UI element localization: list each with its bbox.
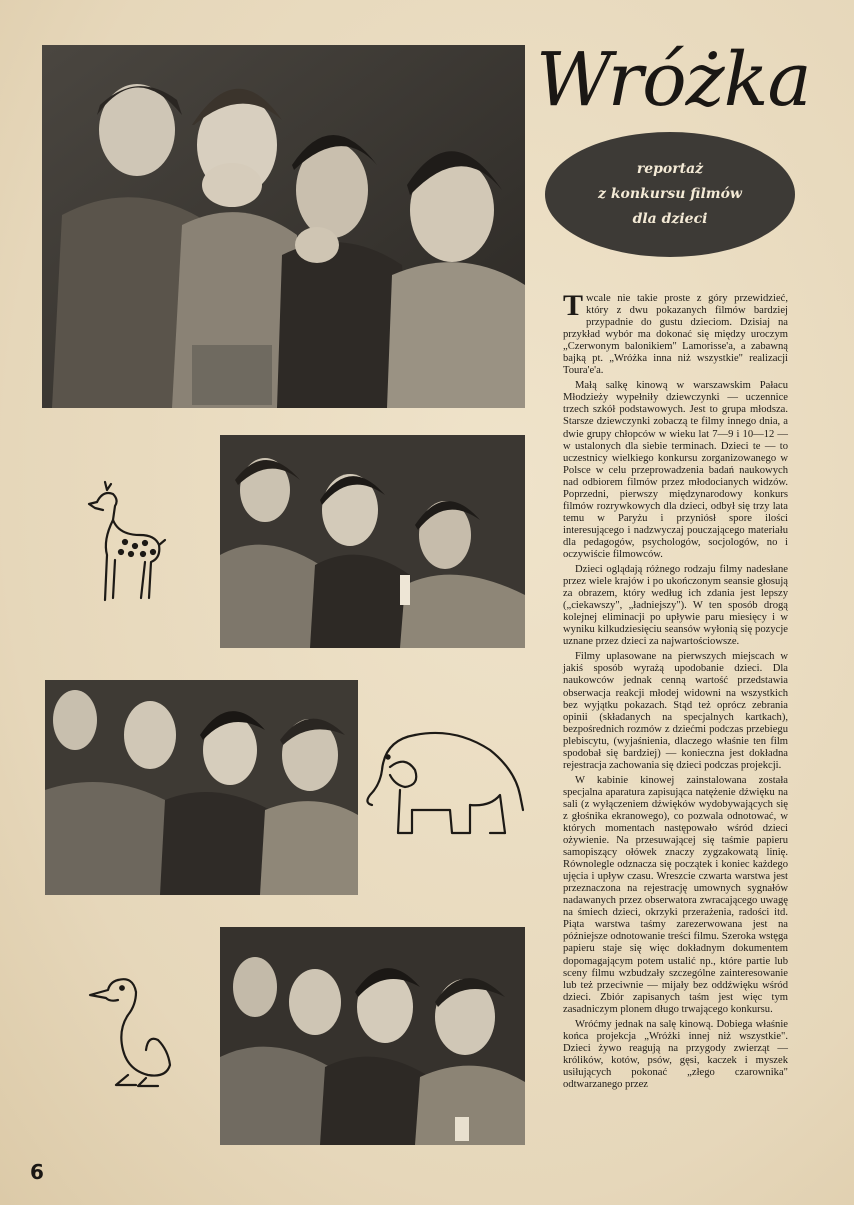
paragraph-1: Twcale nie takie proste z góry przewidzieć, który z dwu pokazanych filmów bardziej przypadnie do gustu dzieciom. Dzisiaj na przykład wybór ma dokonać się między uroczym „Czerwonym balonikiem" Lamorisse'a, a zabawną bajką pt. „Wróżka inna niż wszystkie" realizacji Toura'e'a.: [563, 289, 788, 377]
article-body: [563, 289, 788, 1155]
article-title: Wróżka: [536, 37, 811, 123]
elephant-drawing: [360, 725, 525, 840]
duck-drawing: [88, 970, 173, 1090]
subtitle-oval: [545, 132, 795, 257]
paragraph-6: Wróćmy jednak na salę kinową. Dobiega właśnie końca projekcja „Wróżki innej niż wszystkie". Dzieci żywo reagują na przygody zwierząt — królików, kotów, psów, gęsi, kaczek i myszek usiłujących pokonać „złego czarownika" odtwarzanego przez: [563, 1018, 788, 1090]
photo-girls-third: [45, 680, 358, 895]
subtitle-line-1: reportaż: [636, 161, 704, 177]
page-number: 6: [30, 1160, 44, 1184]
paragraph-5: W kabinie kinowej zainstalowana została specjalna aparatura zapisująca natężenie dźwięku na sali (z wyłączeniem dźwięków wydobywających się z głośnika ekranowego), co pozwala odnotować, w których momentach następowało wśród dzieci ożywienie. Na przesuwającej się taśmie papieru samopiszący ołówek znaczy zygzakowatą linię. Równolegle odznacza się początek i koniec każdego ujęcia i upływ czasu. Wreszcie czwarta warstwa jest przeznaczona na rejestrację umownych sygnałów nadawanych przez obserwatora zwracającego uwagę na śmiech dzieci, okrzyki przerażenia, radości itd. Piąta warstwa taśmy zarezerwowana jest na późniejsze odnotowanie treści filmu. Szeroka wstęga papieru staje się więc dokładnym dokumentem dopomagającym potem ustalić np., które partie lub sceny filmu wzbudzały szczególne zainteresowanie lub też przeciwnie — mijały bez oddźwięku wśród dzieci. Zbiór zapisanych taśm jest więc tym zasadniczym plonem długo trwającego konkursu.: [563, 774, 788, 1015]
subtitle-line-2: z konkursu filmów: [598, 186, 742, 202]
paragraph-3: Dzieci oglądają różnego rodzaju filmy nadesłane przez wiele krajów i po ukończonym seansie głosują za obrazem, który według ich zdania jest lepszy („ciekawszy", „ładniejszy"). W ten sposób drogą kolejnej eliminacji po upływie paru miesięcy i w wyniku kilkudziesięciu seansów wyłonią się pozycje uznane przez dzieci za najwartościowsze.: [563, 564, 788, 648]
photo-girls-top: [42, 45, 525, 408]
paragraph-4: Filmy uplasowane na pierwszych miejscach w jakiś sposób wyrażą upodobanie dzieci. Dla naukowców jednak cenną wartość przedstawia obserwacja reakcji młodej widowni na wszystkich bez wyjątku pokazach. Stąd też oprócz zebrania opinii (składanych na specjalnych kartkach), bezpośrednich rozmów z dziećmi podczas przebiegu plebiscytu, (wyjaśnienia, dlaczego właśnie ten film spodobał się bardziej) — konieczna jest dokładna rejestracja zachowania się dzieci podczas projekcji.: [563, 651, 788, 771]
dropcap: T: [563, 289, 584, 322]
photo-girls-bottom: [220, 927, 525, 1145]
deer-drawing: [85, 480, 170, 610]
photo-girls-second: [220, 435, 525, 648]
paragraph-2: Małą salkę kinową w warszawskim Pałacu Młodzieży wypełniły dziewczynki — uczennice trzech szkół podstawowych. Jest to grupa młodsza. Starsze dziewczynki zobaczą te filmy innego dnia, a dwie grupy chłopców w wieku lat 7—9 i 10—12 — w ustalonych dla siebie terminach. Dzieci te — to uczestnicy wielkiego konkursu zorganizowanego w Polsce w celu przeprowadzenia badań naukowych nad odbiorem filmów przez młodocianych widzów. Poprzedni, pierwszy międzynarodowy konkurs filmów rozrywkowych dla dzieci, odbył się trzy lata temu w Paryżu i przyniósł spore ilości interesującego i nadzwyczaj pouczającego materiału dla pedagogów, psychologów, socjologów, no i oczywiście filmowców.: [563, 380, 788, 560]
subtitle-line-3: dla dzieci: [632, 211, 708, 227]
